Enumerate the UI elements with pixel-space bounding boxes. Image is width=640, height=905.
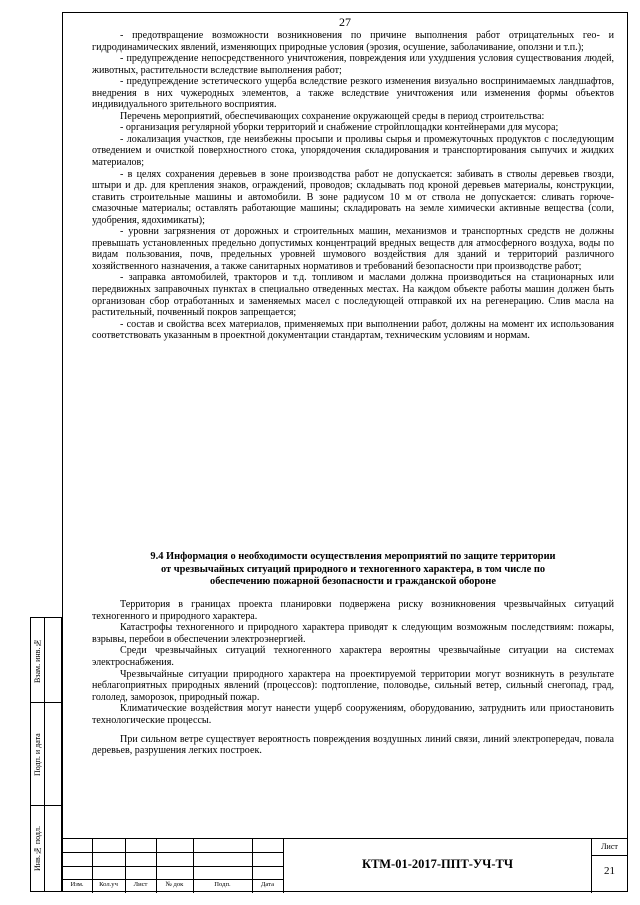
paragraph: - организация регулярной уборки территорий и снабжение стройплощадки контейнерами для мусора;	[120, 122, 559, 134]
paragraph: - предупреждение эстетического ущерба вследствие резкого изменения визуально воспринимаемых ландшафтов, внедрения в них чужеродных элементов, а также вследствие уничтожения или изменения формы объектов индивидуального зрительного восприятия.	[92, 76, 614, 111]
title-block	[62, 838, 628, 893]
stamp-col-ndok: № док	[165, 881, 184, 888]
stamp-col-podp: Подп.	[214, 881, 231, 888]
paragraph: Перечень мероприятий, обеспечивающих сохранение окружающей среды в период строительства:	[120, 110, 545, 122]
paragraph: Территория в границах проекта планировки подвержена риску возникновения чрезвычайных ситуаций техногенного и природного характера.	[92, 599, 614, 622]
body-text-bottom	[92, 599, 614, 757]
section-heading	[92, 551, 614, 589]
paragraph: Чрезвычайные ситуации природного характера на проектируемой территории могут возникнуть в результате неблагоприятных природных явлений (процессов): подтопление, половодье, сильный ветер, сильный снегопад, град, гололед, заморозок, природный пожар.	[92, 668, 614, 703]
stamp-col-izm: Изм.	[70, 881, 84, 888]
side-label-podp: Подп. и дата	[33, 733, 42, 776]
paragraph: Среди чрезвычайных ситуаций техногенного характера вероятны чрезвычайные ситуации на системах электроснабжения.	[92, 645, 614, 668]
page-number: 27	[339, 15, 351, 29]
paragraph: - состав и свойства всех материалов, применяемых при выполнении работ, должны на момент их использования соответствовать указанным в проектной документации стандартам, техническим условиям и нормам.	[92, 318, 614, 342]
paragraph: - предупреждение непосредственного уничтожения, повреждения или ухудшения условия существования людей, животных, растительности вследствие выполнения работ;	[92, 53, 614, 76]
paragraph: Катастрофы техногенного и природного характера приводят к следующим возможным последствиям: пожары, взрывы, перебои в обеспечении электроэнергией.	[92, 622, 614, 645]
paragraph: - предотвращение возможности возникновения по причине выполнения работ отрицательных гео- и гидродинамических явлений, изменяющих природные условия (эрозия, осушение, заболачивание, оползни и т.п.);	[92, 30, 614, 53]
side-label-vzam: Взам. инв.№	[33, 638, 42, 684]
paragraph: - в целях сохранения деревьев в зоне производства работ не допускается: забивать в стволы деревьев гвозди, штыри и др. для крепления знаков, ограждений, проводов; складывать под кроной деревьев материалы, конструкции, ставить строительные машины и автомобили. В зоне радиусом 10 м от ствола не допускается: сливать горюче-смазочные материалы; оставлять работающие машины; складировать на земле химически активные вещества (соли, удобрения, ядохимикаты);	[92, 168, 614, 226]
side-stamp-vzam	[30, 617, 62, 703]
side-label-inv: Инв.№ подл.	[33, 826, 42, 872]
sheet-number: 21	[604, 865, 615, 877]
heading-line: обеспечению пожарной безопасности и гражданской обороне	[210, 576, 496, 587]
paragraph: Климатические воздействия могут нанести ущерб сооружениям, оборудованию, затруднить или приостановить технологические процессы.	[92, 703, 614, 726]
body-text-top	[92, 30, 614, 342]
stamp-col-list: Лист	[133, 881, 148, 888]
paragraph: - заправка автомобилей, тракторов и т.д. топливом и маслами должна производиться на стационарных или передвижных заправочных пунктах в специально отведенных местах. На каждом объекте работы машин должен быть организован сбор отработанных и заменяемых масел с последующей отправкой их на регенерацию. Слив масла на растительный, почвенный покров запрещается;	[92, 272, 614, 319]
stamp-col-data: Дата	[260, 881, 275, 888]
sheet-label: Лист	[601, 842, 618, 851]
heading-line: 9.4 Информация о необходимости осуществления мероприятий по защите территории	[150, 551, 556, 562]
paragraph: - локализация участков, где неизбежны просыпи и проливы сырья и промежуточных продуктов с последующим отведением и очисткой поверхностного стока, упорядочения складирования и транспортирования сыпучих и жидких материалов;	[92, 133, 614, 169]
stamp-col-kol: Кол.уч	[99, 881, 118, 888]
heading-line: от чрезвычайных ситуаций природного и техногенного характера, в том числе по	[160, 563, 546, 575]
side-stamp-podp	[30, 703, 62, 806]
paragraph: - уровни загрязнения от дорожных и строительных машин, механизмов и транспортных средств не должны превышать установленных предельно допустимых концентраций вредных веществ для атмосферного воздуха, воды по видам пользования, почв, предельных уровней шумового воздействия для зданий и территорий различного хозяйственного назначения, а также санитарных нормативов и требований безопасности при производстве работ;	[92, 226, 614, 272]
paragraph: При сильном ветре существует вероятность повреждения воздушных линий связи, линий электропередач, повала деревьев, разрушения легких построек.	[92, 733, 614, 757]
document-code: КТМ-01-2017-ППТ-УЧ-ТЧ	[362, 857, 513, 871]
side-stamp-inv	[30, 806, 62, 892]
